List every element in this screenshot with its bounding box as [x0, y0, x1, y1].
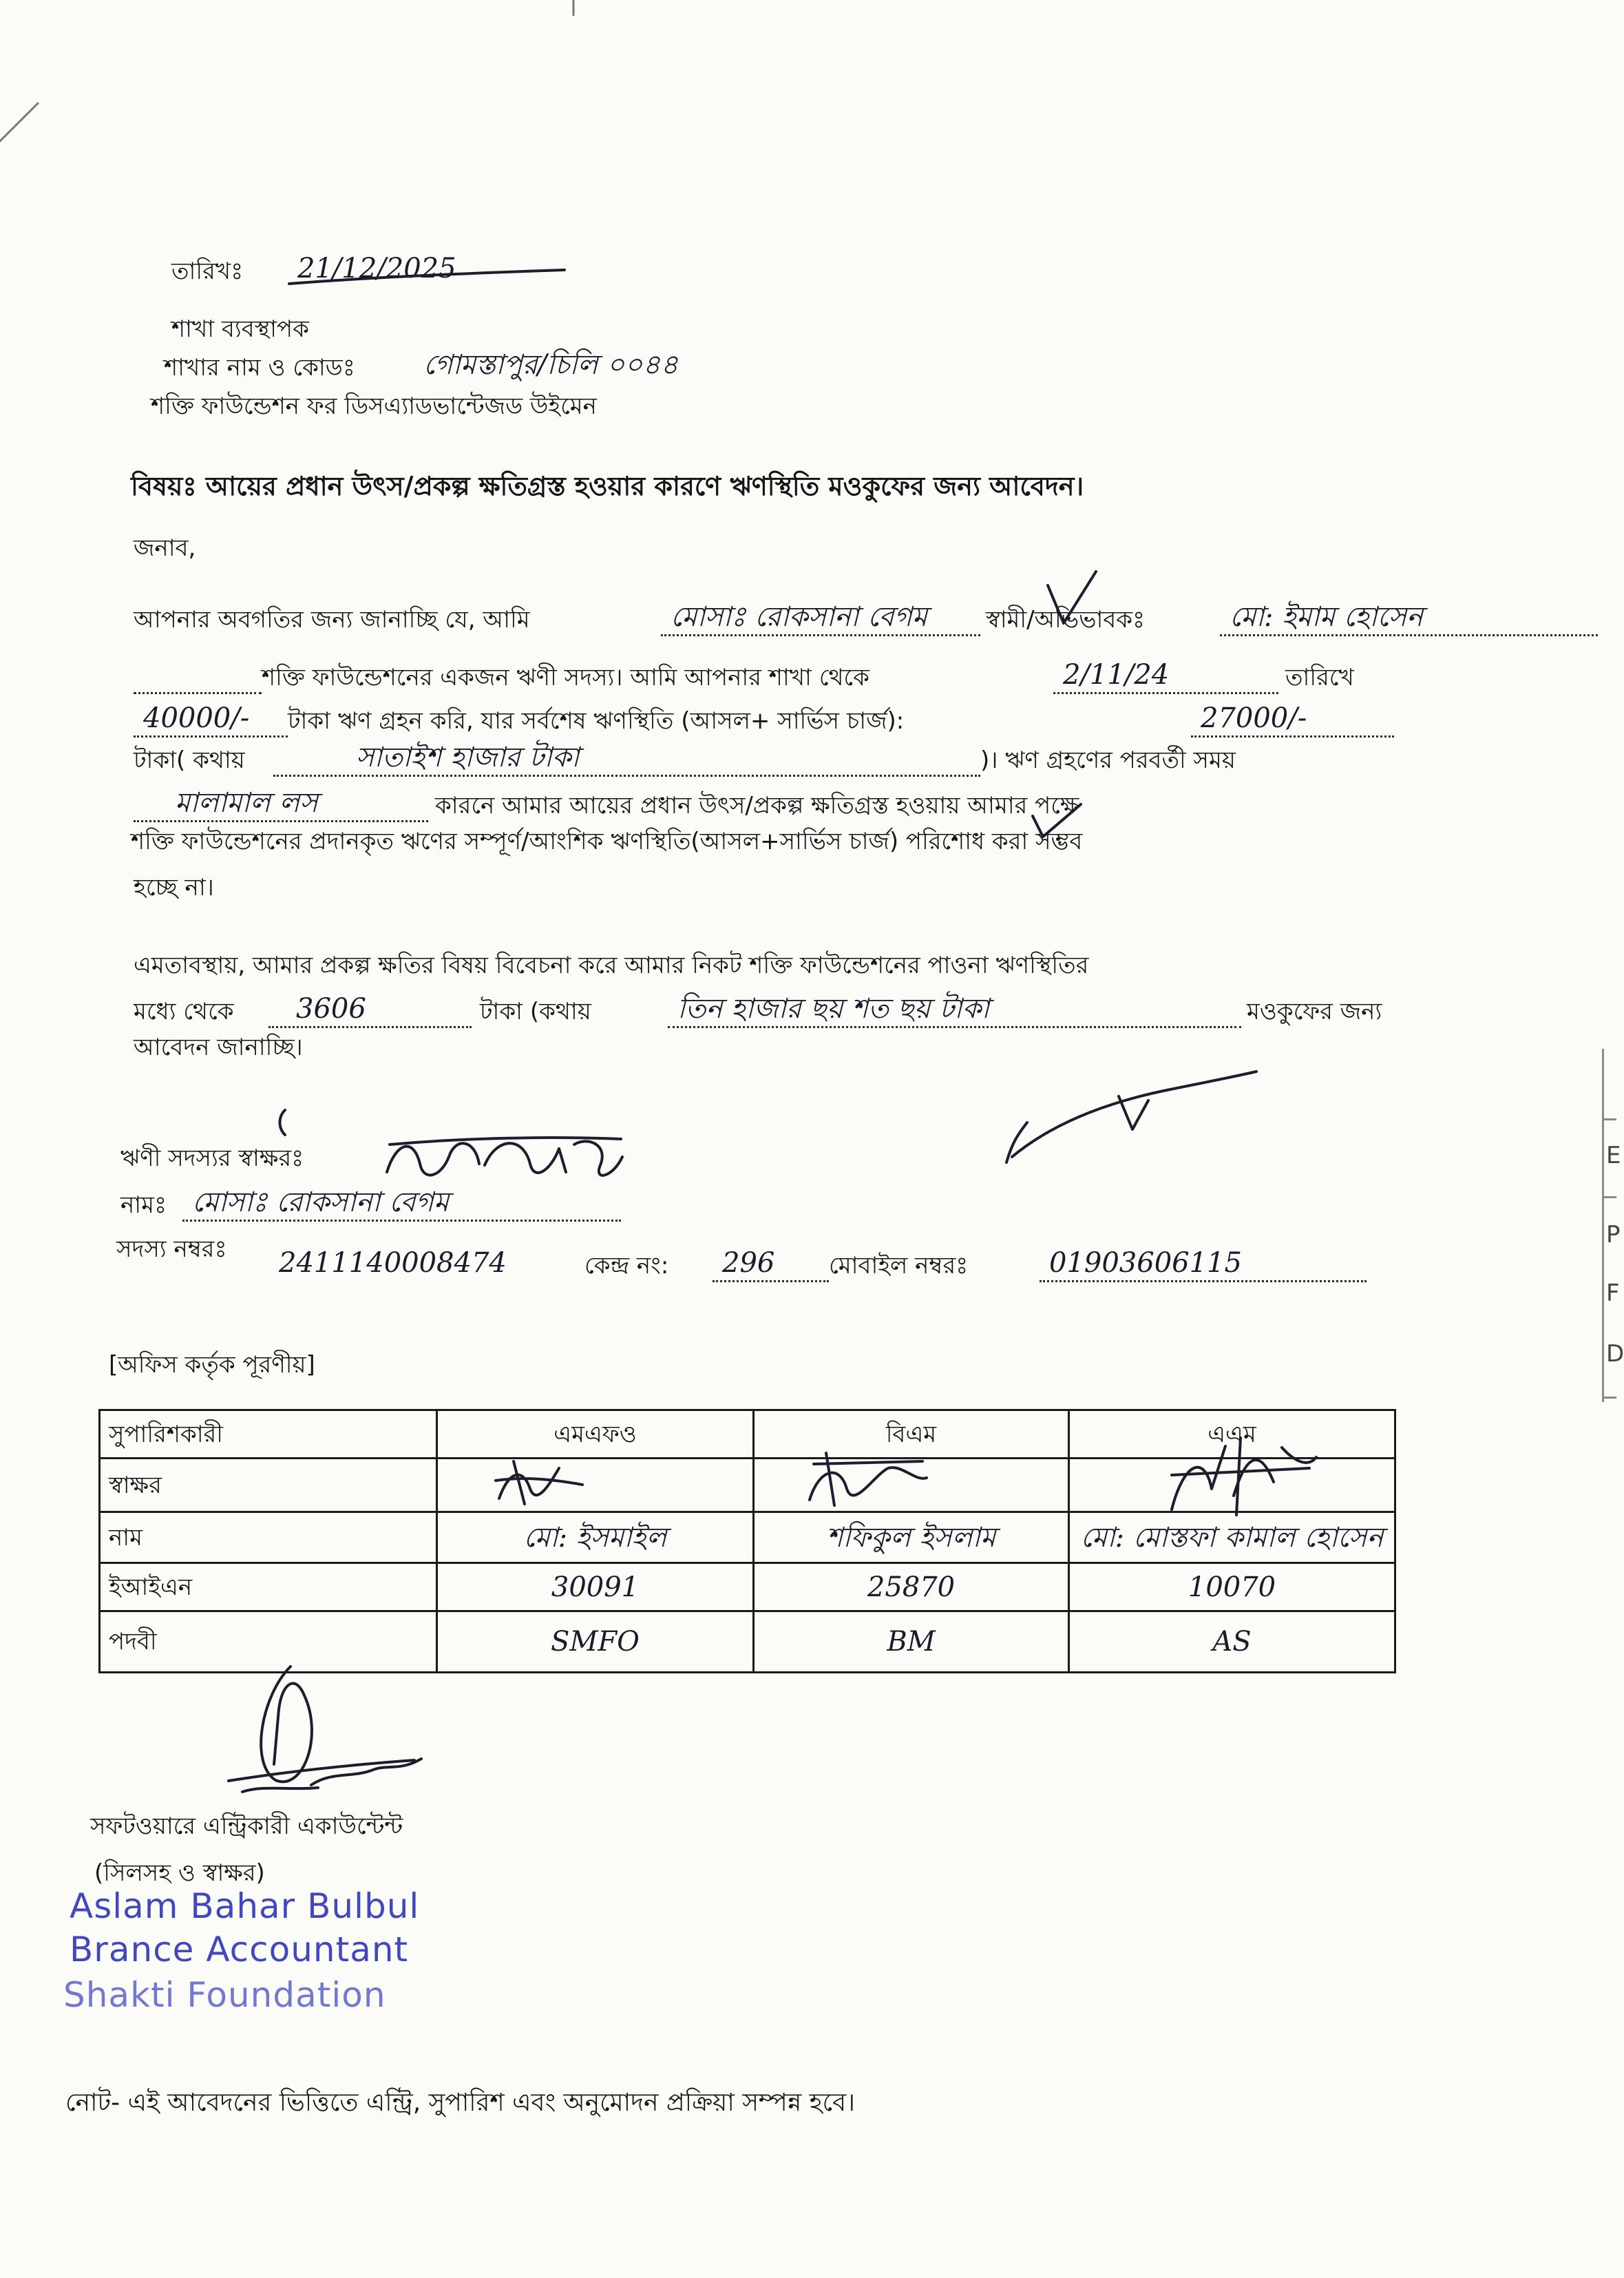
member-name-line-field	[182, 1186, 621, 1222]
bm-ein: 25870	[754, 1563, 1069, 1611]
table-header-row	[100, 1410, 1395, 1459]
date-row	[171, 248, 722, 288]
member-name-value: মোসাঃ রোকসানা বেগম	[671, 601, 928, 633]
edge-sheet-border	[1602, 1049, 1604, 1402]
member-number-field	[269, 1246, 579, 1282]
p1-l1-text-a: আপনার অবগতির জন্য জানাচ্ছি যে, আমি	[134, 606, 530, 634]
p2-line-1: এমতাবস্থায়, আমার প্রকল্প ক্ষতির বিষয় বিবেচনা করে আমার নিকট শক্তি ফাউন্ডেশনের পাওনা ঋণস্থিতির	[134, 952, 1089, 979]
date-label: তারিখঃ	[171, 258, 244, 285]
stamp-designation: Brance Accountant	[70, 1930, 409, 1969]
recommendation-table	[98, 1409, 1396, 1673]
p1-l4-text-b: )। ঋণ গ্রহণের পরবর্তী সময়	[980, 746, 1236, 774]
p1-line-4	[134, 737, 1387, 777]
member-signature-paren	[280, 1110, 286, 1135]
organization-name: শক্তি ফাউন্ডেশন ফর ডিসএ্যাডভান্টেজড উইমেন	[151, 393, 597, 420]
table-row-name	[100, 1512, 1395, 1563]
mfo-designation: SMFO	[437, 1611, 754, 1673]
loan-amount-value: 40000/-	[143, 702, 250, 734]
stamp-name: Aslam Bahar Bulbul	[70, 1886, 420, 1926]
accountant-signature	[229, 1666, 421, 1792]
header-bm: বিএম	[754, 1410, 1069, 1459]
subject-line: বিষয়ঃ আয়ের প্রধান উৎস/প্রকল্প ক্ষতিগ্রস্ত হওয়ার কারণে ঋণস্থিতি মওকুফের জন্য আবেদন।	[131, 471, 1084, 501]
guardian-name-value: মো: ইমাম হোসেন	[1230, 601, 1423, 633]
edge-letter-1: E	[1606, 1142, 1621, 1169]
stamp-organization: Shakti Foundation	[63, 1975, 386, 2015]
waiver-words-value: তিন হাজার ছয় শত ছয় টাকা	[677, 993, 990, 1025]
p2-line-3: আবেদন জানাচ্ছি।	[134, 1034, 303, 1061]
member-signature-label: ঋণী সদস্যর স্বাক্ষরঃ	[120, 1145, 304, 1172]
edge-letter-4: D	[1606, 1340, 1624, 1368]
bm-signature-cell	[754, 1459, 1069, 1512]
p1-line-6: শক্তি ফাউন্ডেশনের প্রদানকৃত ঋণের সম্পূর্ণ/আংশিক ঋণস্থিতি(আসল+সার্ভিস চার্জ) পরিশোধ করা সম্ভব	[131, 828, 1083, 855]
loan-date-value: 2/11/24	[1063, 659, 1170, 691]
p1-l2-text-a: শক্তি ফাউন্ডেশনের একজন ঋণী সদস্য। আমি আপনার শাখা থেকে	[262, 664, 869, 691]
row-label-signature: স্বাক্ষর	[100, 1459, 437, 1512]
am-name: মো: মোস্তফা কামাল হোসেন	[1069, 1512, 1395, 1563]
member-number-label: সদস্য নম্বরঃ	[116, 1235, 227, 1263]
mobile-value: 01903606115	[1049, 1247, 1242, 1279]
reason-value: মালামাল লস	[175, 787, 318, 819]
member-number-row	[116, 1233, 1367, 1282]
edge-letter-3: F	[1606, 1279, 1620, 1307]
mobile-field	[1040, 1246, 1367, 1282]
p1-line-7: হচ্ছে না।	[134, 874, 214, 901]
guardian-name-field	[1220, 600, 1598, 636]
bm-name: শফিকুল ইসলাম	[754, 1512, 1069, 1563]
mfo-name: মো: ইসমাইল	[437, 1512, 754, 1563]
member-name-field	[661, 600, 980, 636]
mfo-signature-cell	[437, 1459, 754, 1512]
p1-l2-blank	[134, 658, 262, 694]
header-mfo: এমএফও	[437, 1410, 754, 1459]
p2-l2-text-c: মওকুফের জন্য	[1247, 998, 1382, 1025]
member-number-value: 2411140008474	[279, 1247, 507, 1279]
p1-line-1	[134, 596, 1598, 636]
scan-edge-mark	[0, 103, 38, 141]
member-signature	[387, 1138, 622, 1175]
mfo-ein: 30091	[437, 1563, 754, 1611]
table-row-signature	[100, 1459, 1395, 1512]
salutation: জনাব,	[134, 534, 196, 562]
p1-l4-text-a: টাকা( কথায়	[134, 746, 245, 774]
outstanding-words-field	[273, 741, 980, 777]
row-label-designation: পদবী	[100, 1611, 437, 1673]
date-value: 21/12/2025	[297, 253, 456, 284]
edge-letter-2: P	[1606, 1221, 1621, 1248]
branch-field	[414, 348, 937, 384]
table-row-designation	[100, 1611, 1395, 1673]
waiver-words-field	[668, 992, 1241, 1028]
p2-line-2	[134, 988, 1382, 1028]
p1-l3-text-a: টাকা ঋণ গ্রহন করি, যার সর্বশেষ ঋণস্থিতি (আসল+ সার্ভিস চার্জ):	[288, 707, 905, 735]
bm-designation: BM	[754, 1611, 1069, 1673]
center-label: কেন্দ্র নং:	[584, 1252, 669, 1279]
waiver-amount-value: 3606	[296, 993, 366, 1025]
accountant-title: সফটওয়ারে এন্ট্রিকারী একাউন্টেন্ট	[90, 1812, 403, 1840]
waiver-amount-field	[268, 992, 472, 1028]
member-name-label: নামঃ	[120, 1191, 167, 1219]
recipient-title: শাখা ব্যবস্থাপক	[171, 315, 309, 343]
branch-row	[164, 344, 962, 384]
member-name-row	[120, 1182, 623, 1222]
approval-swoosh	[1006, 1072, 1256, 1162]
loan-date-field	[1053, 658, 1278, 694]
outstanding-words-value: সাতাইশ হাজার টাকা	[356, 742, 580, 773]
am-signature-cell	[1069, 1459, 1395, 1512]
row-label-name: নাম	[100, 1512, 437, 1563]
date-field	[288, 252, 618, 288]
p2-l2-text-b: টাকা (কথায়	[480, 998, 591, 1025]
edge-sheet-rule-1	[1602, 1118, 1616, 1120]
outstanding-value: 27000/-	[1201, 702, 1307, 734]
branch-value: গোমস্তাপুর/চিলি ০০৪৪	[423, 349, 679, 381]
outstanding-field	[1191, 702, 1394, 738]
header-am: এএম	[1069, 1410, 1395, 1459]
accountant-seal-note: (সিলসহ ও স্বাক্ষর)	[94, 1859, 265, 1887]
office-use-label: [অফিস কর্তৃক পূরণীয়]	[109, 1351, 315, 1379]
branch-label: শাখার নাম ও কোডঃ	[164, 354, 355, 382]
mobile-label: মোবাইল নম্বরঃ	[829, 1252, 969, 1279]
p1-line-5	[134, 782, 1386, 822]
table-row-ein	[100, 1563, 1395, 1611]
header-recommender: সুপারিশকারী	[100, 1410, 437, 1459]
footer-note: নোট- এই আবেদনের ভিত্তিতে এন্ট্রি, সুপারিশ এবং অনুমোদন প্রক্রিয়া সম্পন্ন হবে।	[65, 2089, 856, 2117]
p1-line-3	[134, 698, 1394, 738]
edge-sheet-rule-2	[1602, 1196, 1616, 1198]
row-label-ein: ইআইএন	[100, 1563, 437, 1611]
p1-l2-text-b: তারিখে	[1285, 664, 1354, 691]
am-ein: 10070	[1069, 1563, 1395, 1611]
p2-l2-text-a: মধ্যে থেকে	[134, 998, 234, 1025]
center-value: 296	[722, 1247, 775, 1279]
center-field	[713, 1246, 829, 1282]
loan-amount-field	[134, 702, 288, 738]
p1-line-2	[134, 654, 1398, 694]
p1-l5-text-a: কারনে আমার আয়ের প্রধান উৎস/প্রকল্প ক্ষতিগ্রস্ত হওয়ায় আমার পক্ষে	[435, 792, 1079, 819]
am-designation: AS	[1069, 1611, 1395, 1673]
reason-field	[134, 786, 428, 822]
member-name-line-value: মোসাঃ রোকসানা বেগম	[192, 1187, 450, 1218]
edge-sheet-rule-3	[1602, 1397, 1616, 1399]
p1-l1-text-b: স্বামী/অভিভাবকঃ	[986, 606, 1146, 634]
